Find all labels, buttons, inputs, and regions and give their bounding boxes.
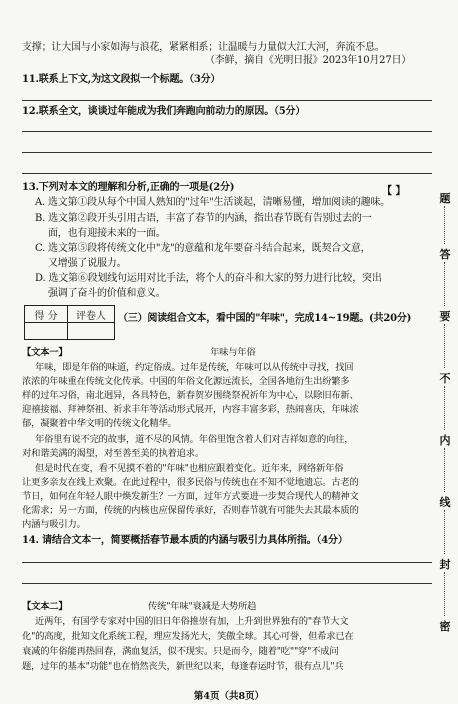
option-c: C. 选文第⑤段将传统文化中"龙"的意蕴和龙年要奋斗结合起来，既契合文意， [35, 243, 371, 254]
text1-line: 对和谐美满的渴望，对至善至美的执着追求。 [22, 448, 204, 459]
text1-line: 浓浓的年味重在传统文化传承。中国的年俗文化源远流长，全国各地衍生出纷繁多 [22, 376, 350, 387]
seal-line-sidebar [438, 192, 452, 650]
text1-label: 【文本一】 [22, 347, 68, 358]
text2-title: 传统"年味"衰减是大势所趋 [148, 601, 257, 612]
section-3-heading: （三）阅读组合文本，看中国的"年味"，完成14~19题。(共20分) [118, 313, 412, 324]
sidebar-char: 密 [439, 620, 451, 633]
score-label: 得 分 [25, 306, 68, 323]
answer-line [22, 583, 432, 584]
text1-line: 年俗里有说不完的故事，道不尽的风情。年俗里饱含着人们对吉祥如意的向往， [35, 434, 354, 445]
sidebar-char: 不 [439, 372, 451, 385]
option-c-cont: 又增强了说服力。 [48, 258, 127, 269]
grader-cell[interactable] [68, 323, 115, 340]
sidebar-char: 线 [439, 496, 451, 509]
dotted-line [444, 262, 446, 306]
dotted-line [444, 206, 446, 244]
answer-bracket: 【 】 [382, 186, 406, 197]
text1-line: 内涵与吸引力。 [22, 519, 86, 530]
text1-line: 化需求；另一方面，传统的内核也应保留传承好，否则春节就有可能失去其最本质的 [22, 505, 359, 516]
option-d: D. 选文第⑥段划线句运用对比手法，将个人的奋斗和大家的努力进行比较，突出 [35, 273, 382, 284]
question-11: 11.联系上下文,为这文段拟一个标题。（3分） [22, 74, 221, 85]
option-a: A. 选文第①段从每个中国人熟知的"过年"生活谈起，清晰易懂，增加阅读的趣味。 [35, 197, 390, 208]
answer-line [22, 562, 432, 563]
sidebar-char: 要 [439, 310, 451, 323]
text1-line: 样的过年习俗，南北迥异，各具特色，新春贺岁围绕祭祝祈年为中心，以除旧布新、 [22, 390, 359, 401]
dotted-line [444, 448, 446, 492]
dotted-line [444, 572, 446, 616]
text2-line: 题，过年的基本"功能"也在悄然丧失，新世纪以来，每逢春运时节，很有点儿"兵 [22, 661, 344, 672]
question-14: 14. 请结合文本一，简要概括春节最本质的内涵与吸引力具体所指。（4分） [22, 535, 348, 546]
question-12: 12.联系全文，谈谈过年能成为我们奔跑向前动力的原因。（5分） [22, 106, 306, 117]
option-d-cont: 强调了奋斗的价值和意义。 [48, 288, 166, 299]
option-b-cont: 面，也有迎接未来的一面。 [48, 228, 166, 239]
text1-line: 但是时代在变，看不见摸不着的"年味"也相应跟着变化。近年来，网络新年俗 [35, 463, 344, 474]
text1-line: 年味，即是年俗的味道，约定俗成。过年是传统，年味可以从传统中寻找，找回 [35, 362, 354, 373]
answer-line [22, 100, 432, 101]
score-cell[interactable] [25, 323, 68, 340]
answer-line [22, 173, 432, 174]
sidebar-char: 内 [439, 434, 451, 447]
sidebar-char: 题 [439, 192, 451, 205]
question-13-stem: 13.下列对本文的理解和分析,正确的一项是(2分) [22, 182, 235, 193]
answer-line [22, 131, 432, 132]
option-b: B. 选文第②段开头引用古语，丰富了春节的内涵，指出春节既有告别过去的一 [35, 213, 372, 224]
text2-line: 近两年，有国学专家对中国的旧日年俗推崇有加，上升到世界独有的"春节大文 [35, 616, 349, 627]
page-footer: 第4页（共8页） [193, 691, 265, 702]
answer-line [22, 152, 432, 153]
text1-line: 郁，凝聚着中华文明的传统文化精华。 [22, 418, 177, 429]
text1-title: 年味与年俗 [210, 347, 256, 358]
dotted-line [444, 324, 446, 368]
sidebar-char: 答 [439, 248, 451, 261]
sidebar-char: 封 [439, 558, 451, 571]
text2-label: 【文本二】 [22, 601, 68, 612]
grader-label: 评卷人 [68, 306, 115, 323]
dotted-line [444, 386, 446, 430]
continued-text-line: 支撑；让大国与小家如海与浪花，紧紧相系；让温暖与力量似大江大河，奔流不息。 [22, 42, 385, 53]
text1-line: 节日，如何在年轻人眼中焕发新生？一方面，过年方式要进一步契合现代人的精神文 [22, 491, 359, 502]
text2-line: 衰减的年俗能再热回春，满血复活，似不现实。只是而今，随着"吃""穿"不成问 [22, 646, 339, 657]
source-citation: （李鲜，摘自《光明日报》2023年10月27日） [205, 55, 412, 66]
text1-line: 迎禧接福、拜神祭祖、祈求丰年等活动形式展开，内容丰富多彩，热闹喜庆，年味浓 [22, 404, 359, 415]
score-table [24, 305, 115, 340]
text2-line: 化"的高度，批知文化系统工程，理应发扬光大，笑傲全球。其心可誉，但希求已在 [22, 631, 354, 642]
text1-line: 让更多亲友在线上欢聚。在此过程中，很多民俗与传统也在不知不觉地遗忘。古老的 [22, 477, 359, 488]
dotted-line [444, 510, 446, 554]
